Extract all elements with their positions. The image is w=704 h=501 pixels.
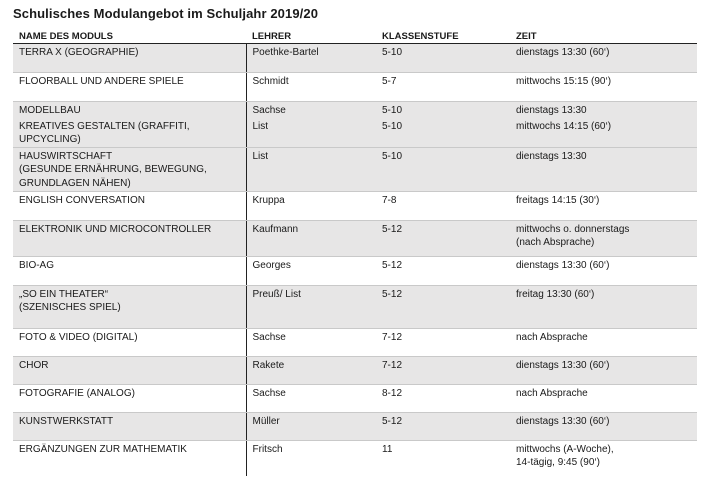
grade-cell: 5-12	[376, 285, 510, 328]
time-cell: freitags 14:15 (30‘)	[510, 191, 697, 220]
module-name-cell: „SO EIN THEATER“ (SZENISCHES SPIEL)	[13, 285, 246, 328]
module-name-cell: ENGLISH CONVERSATION	[13, 191, 246, 220]
time-cell: dienstags 13:30	[510, 102, 697, 118]
table-row	[13, 384, 697, 412]
table-body	[13, 44, 697, 477]
module-name-cell: BIO-AG	[13, 256, 246, 285]
teacher-cell: Schmidt	[246, 73, 376, 102]
teacher-cell: Fritsch	[246, 440, 376, 476]
grade-cell: 11	[382, 443, 393, 455]
module-name-cell: FOTO & VIDEO (DIGITAL)	[13, 328, 246, 356]
teacher-cell: Preuß/ List	[246, 285, 376, 328]
module-name-cell: FOTOGRAFIE (ANALOG)	[13, 384, 246, 412]
time-cell: dienstags 13:30 (60‘)	[510, 256, 697, 285]
table-row	[13, 440, 697, 476]
grade-cell: 5-10	[376, 44, 510, 73]
teacher-cell: Kruppa	[246, 191, 376, 220]
table-row	[13, 356, 697, 384]
time-cell: nach Absprache	[510, 384, 697, 412]
time-cell: dienstags 13:30 (60‘)	[510, 356, 697, 384]
module-table	[13, 29, 697, 476]
teacher-cell: Poethke-Bartel	[246, 44, 376, 73]
teacher-cell: Müller	[246, 412, 376, 440]
grade-cell: 7-12	[376, 356, 510, 384]
teacher-cell: Rakete	[246, 356, 376, 384]
grade-cell: 5-10	[376, 147, 510, 191]
grade-cell: 8-12	[376, 384, 510, 412]
grade-cell: 5-12	[376, 220, 510, 256]
grade-cell: 5-10	[376, 118, 510, 148]
time-cell: mittwochs o. donnerstags (nach Absprache)	[510, 220, 697, 256]
time-cell: freitag 13:30 (60‘)	[510, 285, 697, 328]
time-cell: mittwochs 14:15 (60‘)	[510, 118, 697, 148]
table-header-row	[13, 29, 697, 44]
module-name-cell: ERGÄNZUNGEN ZUR MATHEMATIK	[19, 443, 187, 455]
table-row	[13, 191, 697, 220]
module-name-cell: TERRA X (GEOGRAPHIE)	[13, 44, 246, 73]
module-name-cell: KUNSTWERKSTATT	[13, 412, 246, 440]
time-cell: mittwochs (A-Woche), 14-tägig, 9:45 (90‘)	[516, 443, 614, 468]
table-row	[13, 118, 697, 148]
time-cell: dienstags 13:30 (60‘)	[510, 44, 697, 73]
time-cell: dienstags 13:30 (60‘)	[510, 412, 697, 440]
teacher-cell: Kaufmann	[246, 220, 376, 256]
teacher-cell: List	[246, 147, 376, 191]
header-teacher: LEHRER	[246, 29, 376, 44]
time-cell: mittwochs 15:15 (90‘)	[510, 73, 697, 102]
grade-cell: 7-8	[376, 191, 510, 220]
module-name-cell: ELEKTRONIK UND MICROCONTROLLER	[13, 220, 246, 256]
table-row	[13, 328, 697, 356]
table-row	[13, 220, 697, 256]
grade-cell: 5-12	[376, 412, 510, 440]
module-name-cell: FLOORBALL UND ANDERE SPIELE	[13, 73, 246, 102]
time-cell: dienstags 13:30	[510, 147, 697, 191]
table-row	[13, 256, 697, 285]
module-name-cell: CHOR	[13, 356, 246, 384]
grade-cell: 5-10	[376, 102, 510, 118]
time-cell: nach Absprache	[510, 328, 697, 356]
teacher-cell: Sachse	[246, 328, 376, 356]
table-row	[13, 285, 697, 328]
header-grade: KLASSENSTUFE	[376, 29, 510, 44]
table-row	[13, 412, 697, 440]
table-row	[13, 73, 697, 102]
teacher-cell: Georges	[246, 256, 376, 285]
table-row	[13, 147, 697, 191]
table-row	[13, 44, 697, 73]
header-module-name: NAME DES MODULS	[13, 29, 246, 44]
module-name-cell: KREATIVES GESTALTEN (GRAFFITI, UPCYCLING)	[13, 118, 246, 148]
grade-cell: 5-12	[376, 256, 510, 285]
teacher-cell: List	[246, 118, 376, 148]
module-name-cell: MODELLBAU	[13, 102, 246, 118]
teacher-cell: Sachse	[246, 384, 376, 412]
teacher-cell: Sachse	[246, 102, 376, 118]
table-row	[13, 102, 697, 118]
header-time: ZEIT	[510, 29, 697, 44]
document-title: Schulisches Modulangebot im Schuljahr 2019/20	[13, 6, 319, 21]
grade-cell: 5-7	[376, 73, 510, 102]
module-name-cell: HAUSWIRTSCHAFT (GESUNDE ERNÄHRUNG, BEWEGUNG, GRUNDLAGEN NÄHEN)	[13, 147, 246, 191]
grade-cell: 7-12	[376, 328, 510, 356]
